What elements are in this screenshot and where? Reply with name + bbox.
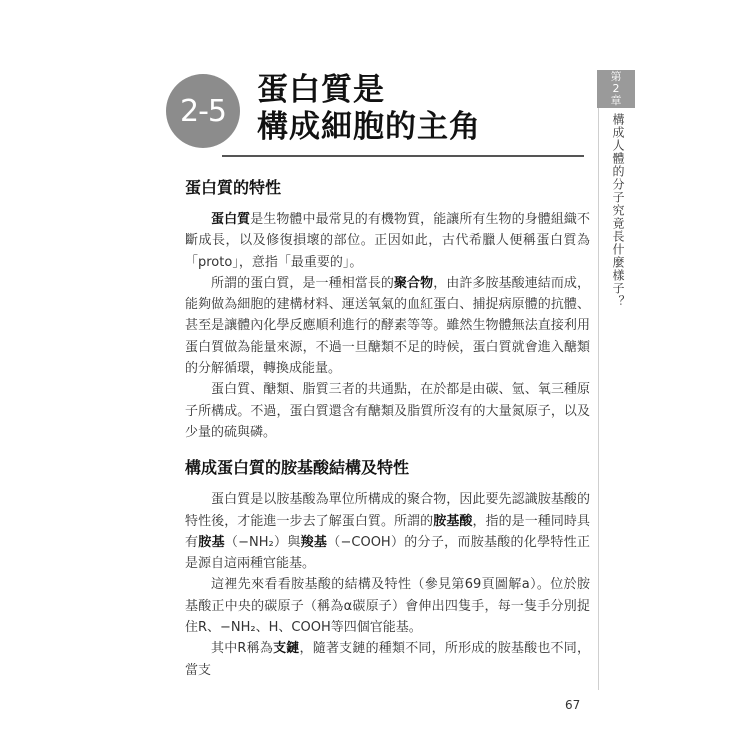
heading-amino-acid-structure: 構成蛋白質的胺基酸結構及特性 — [185, 458, 410, 478]
paragraph-text: 蛋白質是以胺基酸為單位所構成的聚合物，因此要先認識胺基酸的特性後，才能進一步去了解蛋白質。所謂的 — [185, 492, 590, 529]
bold-term: 胺基 — [198, 534, 225, 550]
chapter-tab-bottom: 章 — [610, 94, 622, 107]
paragraph-text: （−COOH）的分子，而胺基酸的化學特性正是源自這兩種官能基。 — [185, 534, 590, 572]
chapter-tab-top: 第 — [610, 70, 622, 83]
paragraph-2 — [185, 273, 590, 379]
section-number-badge — [166, 74, 240, 148]
paragraph-3: 蛋白質、醣類、脂質三者的共通點，在於都是由碳、氫、氧三種原子所構成。不過，蛋白質還含有醣類及脂質所沒有的大量氮原子，以及少量的硫與磷。 — [185, 382, 590, 440]
bold-term: 聚合物 — [393, 275, 434, 291]
section-title — [257, 72, 481, 146]
chapter-tab — [597, 70, 635, 108]
paragraph-5: 這裡先來看看胺基酸的結構及特性（參見第69頁圖解a）。位於胺基酸正中央的碳原子（稱為α碳原子）會伸出四隻手，每一隻手分別捉住R、−NH₂、H、COOH等四個官能基。 — [185, 577, 590, 636]
section-number: 2-5 — [180, 93, 226, 129]
paragraph-text: 是生物體中最常見的有機物質，能讓所有生物的身體組織不斷成長，以及修復損壞的部位。正因如此，古代希臘人便稱蛋白質為「proto」，意指「最重要的」。 — [185, 212, 590, 270]
bold-term: 蛋白質 — [211, 212, 251, 227]
bold-term: 羧基 — [300, 534, 328, 550]
chapter-running-title: 構成人體的分子究竟長什麼樣子？ — [611, 113, 625, 308]
paragraph-text: 其中R稱為 — [211, 641, 274, 657]
chapter-tab-number: 2 — [612, 82, 620, 95]
paragraph-text: ，由許多胺基酸連結而成，能夠做為細胞的建構材料、運送氧氣的血紅蛋白、捕捉病原體的抗體、甚至是讓體內化學反應順利進行的酵素等等。雖然生物體無法直接利用蛋白質做為能量來源，不過一旦醣類不足的時候，蛋白質就會進入醣類的分解循環，轉換成能量。 — [185, 275, 590, 377]
heading-protein-properties: 蛋白質的特性 — [185, 178, 282, 197]
section-title-line1: 蛋白質是 — [257, 72, 385, 108]
bold-term: 胺基酸 — [433, 513, 473, 529]
paragraph-1 — [185, 209, 590, 273]
bold-term: 支鏈 — [273, 641, 300, 657]
paragraph-text: ，指的是一種同時具有 — [185, 513, 590, 550]
page-number: 67 — [565, 698, 581, 712]
paragraph-text: （−NH₂）與 — [224, 534, 301, 550]
paragraph-4 — [185, 489, 590, 574]
paragraph-text: 所謂的蛋白質，是一種相當長的 — [211, 275, 394, 291]
title-underline — [222, 155, 584, 157]
section-title-line2: 構成細胞的主角 — [257, 109, 481, 145]
margin-divider — [598, 70, 599, 690]
page-body — [185, 177, 590, 681]
paragraph-6 — [185, 638, 590, 681]
paragraph-text: ，隨著支鏈的種類不同，所形成的胺基酸也不同，當支 — [185, 641, 590, 678]
